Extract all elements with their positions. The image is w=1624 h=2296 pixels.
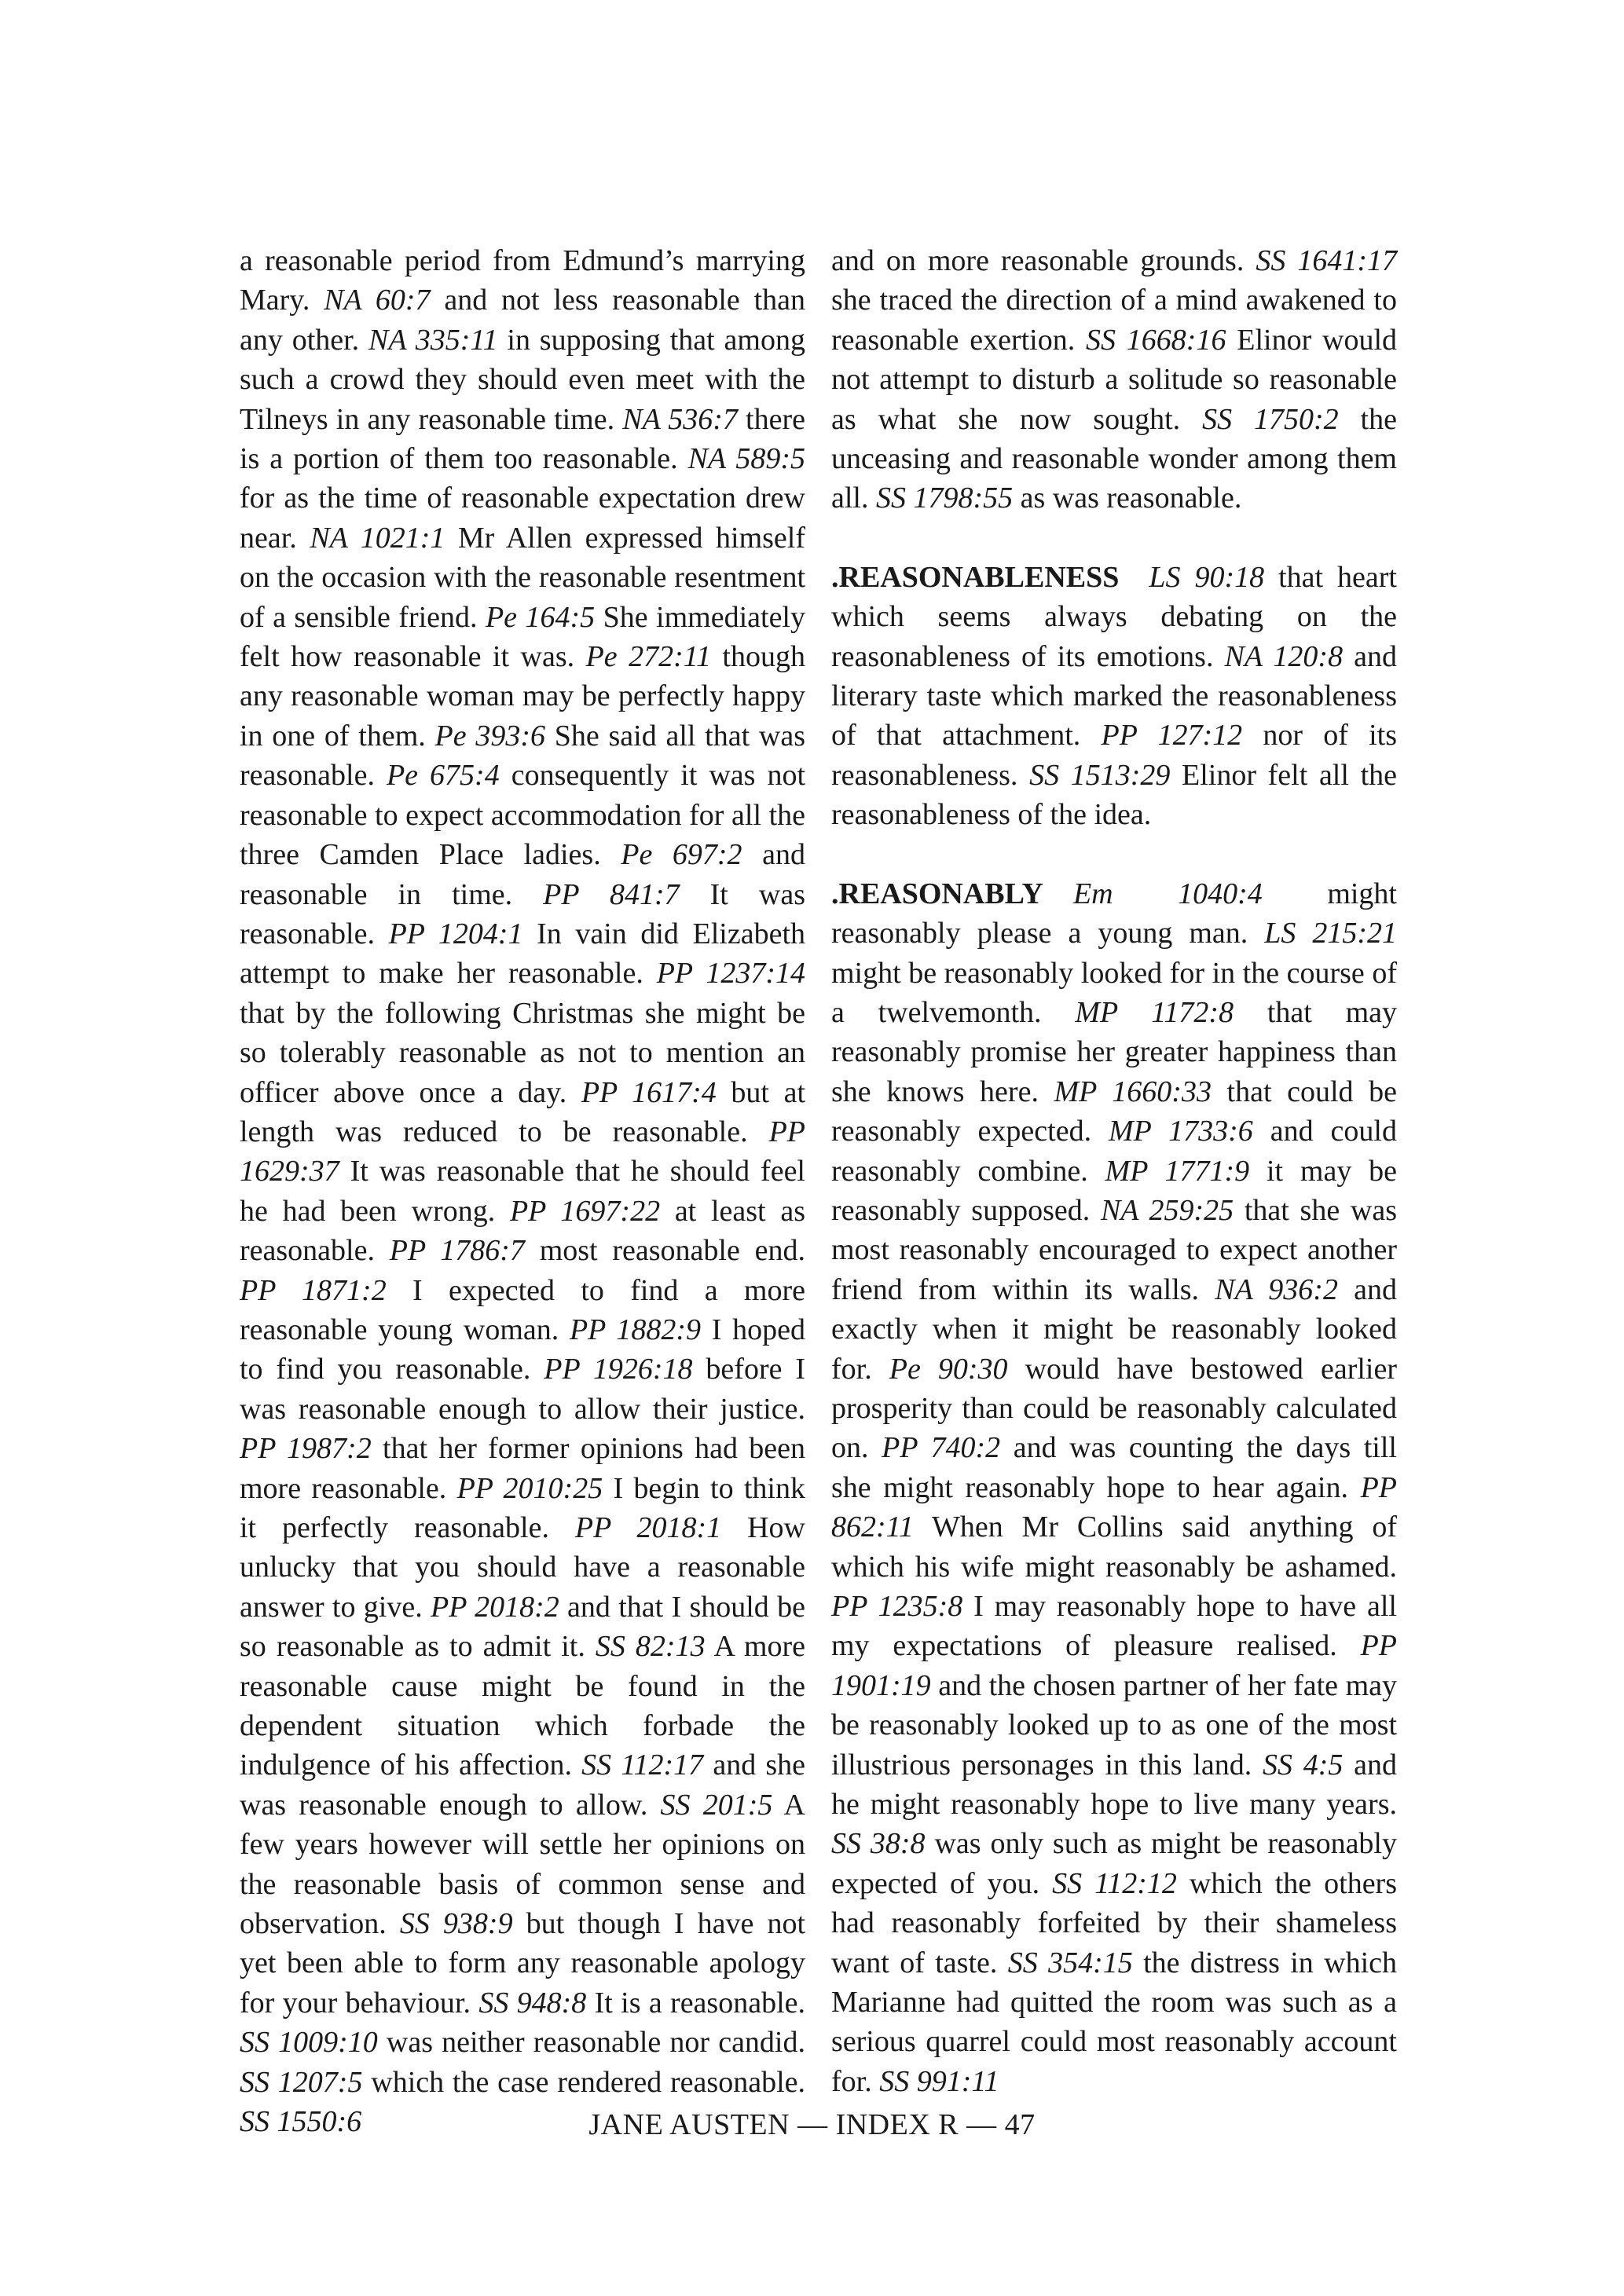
entry-text: consequently it was not reasonable to expect accommodation for all the three Camden Place ladies. bbox=[240, 759, 806, 872]
entry-text: I expected to find a more reasonable young woman. bbox=[240, 1273, 805, 1346]
entry-text: and not less reasonable than any other. bbox=[240, 284, 805, 357]
entry-text: at least as reasonable. bbox=[240, 1194, 805, 1268]
citation-ref: Pe 272:11 bbox=[585, 640, 711, 674]
citation-ref: PP 1786:7 bbox=[389, 1234, 525, 1268]
citation-ref: Pe 164:5 bbox=[485, 600, 596, 634]
entry-text: though any reasonable woman may be perfectly happy in one of them. bbox=[240, 640, 805, 753]
entry-text: there is a portion of them too reasonable. bbox=[240, 402, 806, 476]
entry-text: I may reasonably hope to have all my expectations of pleasure realised. bbox=[831, 1590, 1397, 1663]
entry-text: that by the following Christmas she might be so tolerably reasonable as not to mention an officer above once a day. bbox=[240, 996, 805, 1109]
citation-ref: Pe 90:30 bbox=[889, 1352, 1008, 1386]
citation-ref: PP 1204:1 bbox=[388, 917, 523, 950]
citation-ref: LS 90:18 bbox=[1149, 560, 1265, 594]
entry-headword: .REASONABLY bbox=[831, 877, 1043, 910]
entry-text: which the others had reasonably forfeited by their shameless want of taste. bbox=[831, 1866, 1397, 1979]
entry-text: was neither reasonable nor candid. bbox=[377, 2026, 805, 2060]
entry-text: A more reasonable cause might be found in the dependent situation which forbade the indulgence of his affection. bbox=[240, 1630, 806, 1782]
entry-text: but at length was reduced to be reasonable. bbox=[240, 1075, 805, 1148]
citation-ref: SS 112:17 bbox=[581, 1749, 704, 1782]
citation-ref: PP 1617:4 bbox=[581, 1075, 717, 1109]
entry-text: Elinor would not attempt to disturb a solitude so reasonable as what she now sought. bbox=[831, 323, 1398, 436]
entry-text: Elinor felt all the reasonableness of the idea. bbox=[831, 758, 1397, 832]
entry-headword: .REASONABLENESS bbox=[831, 560, 1120, 594]
entry-text: might reasonably please a young man. bbox=[831, 877, 1397, 950]
citation-ref: Pe 393:6 bbox=[434, 719, 546, 753]
entry-text: and literary taste which marked the reasonableness of that attachment. bbox=[831, 639, 1397, 753]
citation-ref: SS 1750:2 bbox=[1202, 402, 1339, 436]
entry-text: and he might reasonably hope to live many years. bbox=[831, 1748, 1398, 1822]
entry-text: as was reasonable. bbox=[1013, 482, 1242, 515]
entry-text: When Mr Collins said anything of which his wife might reasonably be ashamed. bbox=[831, 1511, 1397, 1584]
entry-text: and the chosen partner of her fate may be reasonably looked up to as one of the most illustrious personages in this land. bbox=[831, 1668, 1397, 1782]
citation-ref: PP 1629:37 bbox=[240, 1115, 805, 1188]
citation-ref: SS 82:13 bbox=[595, 1630, 706, 1664]
citation-ref: PP 1882:9 bbox=[569, 1313, 702, 1346]
citation-ref: SS 38:8 bbox=[831, 1827, 926, 1861]
citation-ref: NA 936:2 bbox=[1215, 1273, 1338, 1306]
right-column bbox=[831, 241, 1397, 2101]
entry-text: She immediately felt how reasonable it was. bbox=[240, 600, 805, 674]
entry-text: might be reasonably looked for in the course of a twelvemonth. bbox=[831, 956, 1397, 1029]
entry-text: she traced the direction of a mind awakened to reasonable exertion. bbox=[831, 284, 1397, 357]
index-entry bbox=[240, 241, 805, 2142]
entry-text: the distress in which Marianne had quitted the room was such as a serious quarrel could most reasonably account for. bbox=[831, 1946, 1397, 2098]
citation-ref: NA 536:7 bbox=[622, 402, 738, 436]
entry-text: that heart which seems always debating on the reasonableness of its emotions. bbox=[831, 560, 1397, 673]
entry-text: It was reasonable. bbox=[240, 877, 805, 950]
entry-text: In vain did Elizabeth attempt to make her reasonable. bbox=[240, 917, 805, 991]
citation-ref: SS 1009:10 bbox=[240, 2026, 378, 2060]
entry-text: the unceasing and reasonable wonder among them all. bbox=[831, 402, 1397, 515]
citation-ref: PP 1987:2 bbox=[240, 1432, 372, 1466]
citation-ref: SS 4:5 bbox=[1262, 1748, 1344, 1782]
citation-ref: MP 1172:8 bbox=[1075, 995, 1234, 1029]
entry-text: that she was most reasonably encouraged to expect another friend from within its walls. bbox=[831, 1193, 1397, 1306]
entry-text: and was counting the days till she might reasonably hope to hear again. bbox=[831, 1431, 1397, 1504]
citation-ref: SS 112:12 bbox=[1052, 1866, 1177, 1900]
citation-ref: PP 1237:14 bbox=[656, 957, 805, 991]
entry-text: most reasonable end. bbox=[524, 1234, 805, 1268]
citation-ref: PP 127:12 bbox=[1101, 719, 1243, 753]
citation-ref: LS 215:21 bbox=[1264, 917, 1397, 950]
citation-ref: NA 589:5 bbox=[687, 442, 806, 476]
entry-text: which the case rendered reasonable. bbox=[362, 2065, 805, 2099]
entry-text: that could be reasonably expected. bbox=[831, 1075, 1397, 1148]
entry-text: It was reasonable that he should feel he had been wrong. bbox=[240, 1155, 805, 1228]
entry-text: and reasonable in time. bbox=[240, 838, 805, 911]
citation-ref: PP 740:2 bbox=[882, 1431, 1001, 1465]
citation-ref: Pe 675:4 bbox=[386, 759, 500, 793]
citation-ref: PP 2010:25 bbox=[456, 1471, 603, 1505]
entry-text: that may reasonably promise her greater happiness than she knows here. bbox=[831, 995, 1398, 1108]
citation-ref: MP 1733:6 bbox=[1109, 1115, 1253, 1148]
citation-ref: SS 938:9 bbox=[399, 1907, 513, 1941]
citation-ref: PP 841:7 bbox=[543, 877, 680, 911]
index-entry bbox=[831, 558, 1397, 835]
entry-text: I begin to think it perfectly reasonable. bbox=[240, 1471, 805, 1544]
citation-ref: SS 1513:29 bbox=[1029, 758, 1171, 792]
entry-text: It is a reasonable. bbox=[586, 1986, 806, 2020]
citation-ref: SS 991:11 bbox=[879, 2064, 999, 2098]
entry-text: for as the time of reasonable expectation drew near. bbox=[240, 482, 805, 555]
citation-ref: NA 259:25 bbox=[1100, 1193, 1234, 1227]
citation-ref: PP 2018:1 bbox=[574, 1511, 722, 1544]
citation-ref: SS 201:5 bbox=[660, 1788, 773, 1822]
entry-text: Mr Allen expressed himself on the occasion with the reasonable resentment of a sensible friend. bbox=[240, 521, 805, 634]
citation-ref: PP 1235:8 bbox=[831, 1590, 963, 1623]
entry-text: and could reasonably combine. bbox=[831, 1115, 1397, 1188]
entry-text: I hoped to find you reasonable. bbox=[240, 1313, 805, 1386]
entry-text: A few years however will settle her opinions on the reasonable basis of common sense and observation. bbox=[240, 1788, 805, 1941]
citation-ref: SS 948:8 bbox=[478, 1986, 587, 2020]
left-column bbox=[240, 241, 805, 2142]
citation-ref: SS 1641:17 bbox=[1256, 244, 1397, 277]
entry-text: in supposing that among such a crowd they should even meet with the Tilneys in any reasonable time. bbox=[240, 323, 805, 436]
citation-ref: NA 335:11 bbox=[368, 323, 498, 357]
citation-ref: SS 354:15 bbox=[1007, 1946, 1133, 1979]
entry-text: that her former opinions had been more reasonable. bbox=[240, 1432, 805, 1505]
citation-ref: NA 1021:1 bbox=[310, 521, 445, 555]
entry-text: was only such as might be reasonably expected of you. bbox=[831, 1827, 1397, 1900]
citation-ref: MP 1771:9 bbox=[1105, 1154, 1250, 1188]
citation-ref: SS 1798:55 bbox=[875, 482, 1014, 515]
citation-ref: PP 1697:22 bbox=[509, 1194, 661, 1228]
entry-text: and that I should be so reasonable as to admit it. bbox=[240, 1590, 805, 1664]
entry-text: and on more reasonable grounds. bbox=[831, 244, 1256, 277]
citation-ref: Pe 697:2 bbox=[621, 838, 742, 872]
citation-ref: PP 862:11 bbox=[831, 1470, 1397, 1544]
entry-text: and she was reasonable enough to allow. bbox=[240, 1749, 805, 1822]
citation-ref: PP 1901:19 bbox=[831, 1629, 1397, 1702]
entry-text: before I was reasonable enough to allow their justice. bbox=[240, 1353, 806, 1426]
citation-ref: PP 1926:18 bbox=[544, 1353, 693, 1386]
entry-text: would have bestowed earlier prosperity than could be reasonably calculated on. bbox=[831, 1352, 1397, 1465]
citation-ref: Em 1040:4 bbox=[1072, 877, 1263, 910]
index-entry bbox=[831, 241, 1397, 518]
citation-ref: SS 1550:6 bbox=[240, 2105, 362, 2139]
entry-text: a reasonable period from Edmund’s marrying Mary. bbox=[240, 244, 805, 317]
entry-text: How unlucky that you should have a reasonable answer to give. bbox=[240, 1511, 805, 1624]
citation-ref: MP 1660:33 bbox=[1054, 1075, 1212, 1108]
citation-ref: NA 120:8 bbox=[1224, 639, 1344, 673]
entry-text: nor of its reasonableness. bbox=[831, 719, 1397, 792]
index-entry bbox=[831, 874, 1397, 2102]
entry-text: and exactly when it might be reasonably looked for. bbox=[831, 1273, 1397, 1386]
entry-text: She said all that was reasonable. bbox=[240, 719, 805, 793]
entry-text: but though I have not yet been able to form any reasonable apology for your behaviour. bbox=[240, 1907, 805, 2020]
citation-ref: SS 1668:16 bbox=[1086, 323, 1226, 357]
citation-ref: PP 1871:2 bbox=[240, 1273, 387, 1307]
citation-ref: PP 2018:2 bbox=[431, 1590, 559, 1624]
citation-ref: SS 1207:5 bbox=[240, 2065, 363, 2099]
page-footer: JANE AUSTEN — INDEX R — 47 bbox=[588, 2108, 1036, 2141]
entry-text: it may be reasonably supposed. bbox=[831, 1154, 1397, 1227]
citation-ref: NA 60:7 bbox=[324, 284, 431, 317]
